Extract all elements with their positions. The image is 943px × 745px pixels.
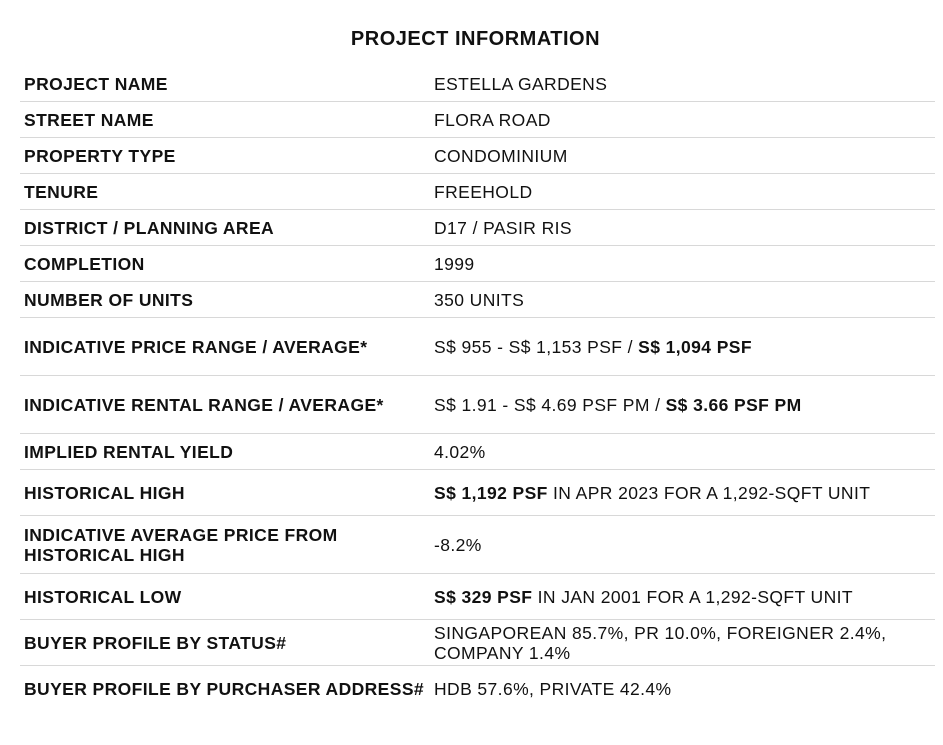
row-label: COMPLETION <box>20 246 430 282</box>
row-label: IMPLIED RENTAL YIELD <box>20 434 430 470</box>
value-emphasis: S$ 1,192 PSF <box>434 482 548 503</box>
table-row-street-name <box>20 102 935 138</box>
table-row-buyer-address <box>20 666 935 712</box>
table-row-district <box>20 210 935 246</box>
table-row-tenure <box>20 174 935 210</box>
row-value: FLORA ROAD <box>430 102 935 138</box>
table-row-price-range <box>20 318 935 376</box>
row-value: 4.02% <box>430 434 935 470</box>
table-row-historical-low <box>20 574 935 620</box>
table-row-property-type <box>20 138 935 174</box>
row-label: TENURE <box>20 174 430 210</box>
table-row-completion <box>20 246 935 282</box>
row-value: ESTELLA GARDENS <box>430 66 935 102</box>
row-value <box>430 470 935 516</box>
row-value: 350 UNITS <box>430 282 935 318</box>
row-label: NUMBER OF UNITS <box>20 282 430 318</box>
table-row-project-name <box>20 66 935 102</box>
row-label: PROJECT NAME <box>20 66 430 102</box>
row-value: HDB 57.6%, PRIVATE 42.4% <box>434 678 672 699</box>
row-label: DISTRICT / PLANNING AREA <box>20 210 430 246</box>
row-value <box>430 318 935 376</box>
value-emphasis: S$ 329 PSF <box>434 586 533 607</box>
row-label: INDICATIVE RENTAL RANGE / AVERAGE* <box>20 376 430 434</box>
table-row-historical-high <box>20 470 935 516</box>
row-value: 1999 <box>430 246 935 282</box>
row-label: PROPERTY TYPE <box>20 138 430 174</box>
row-value: FREEHOLD <box>430 174 935 210</box>
value-emphasis: S$ 1,094 PSF <box>638 336 752 357</box>
project-info-table <box>20 66 935 711</box>
row-label: INDICATIVE AVERAGE PRICE FROM HISTORICAL HIGH <box>20 516 430 574</box>
value-text: IN JAN 2001 FOR A 1,292-SQFT UNIT <box>532 586 853 607</box>
value-emphasis: S$ 3.66 PSF PM <box>665 394 802 415</box>
row-value: CONDOMINIUM <box>430 138 935 174</box>
value-text: S$ 1.91 - S$ 4.69 PSF PM / <box>434 394 666 415</box>
row-value: SINGAPOREAN 85.7%, PR 10.0%, FOREIGNER 2.4%, COMPANY 1.4% <box>430 620 935 666</box>
value-text: S$ 955 - S$ 1,153 PSF / <box>434 336 639 357</box>
table-row-number-of-units <box>20 282 935 318</box>
row-value <box>430 376 935 434</box>
row-label: HISTORICAL LOW <box>20 574 430 620</box>
row-value <box>430 574 935 620</box>
value-text: IN APR 2023 FOR A 1,292-SQFT UNIT <box>547 482 871 503</box>
row-label: BUYER PROFILE BY PURCHASER ADDRESS# <box>24 678 425 699</box>
table-row-rental-range <box>20 376 935 434</box>
table-row-avg-from-high <box>20 516 935 574</box>
page-title: PROJECT INFORMATION <box>350 28 601 50</box>
project-information-card <box>0 28 943 711</box>
table-row-buyer-status <box>20 620 935 666</box>
row-value: -8.2% <box>430 516 935 574</box>
row-label: HISTORICAL HIGH <box>20 470 430 516</box>
table-row-rental-yield <box>20 434 935 470</box>
row-label: INDICATIVE PRICE RANGE / AVERAGE* <box>20 318 430 376</box>
row-value: D17 / PASIR RIS <box>430 210 935 246</box>
row-label: STREET NAME <box>20 102 430 138</box>
row-label: BUYER PROFILE BY STATUS# <box>20 620 430 666</box>
